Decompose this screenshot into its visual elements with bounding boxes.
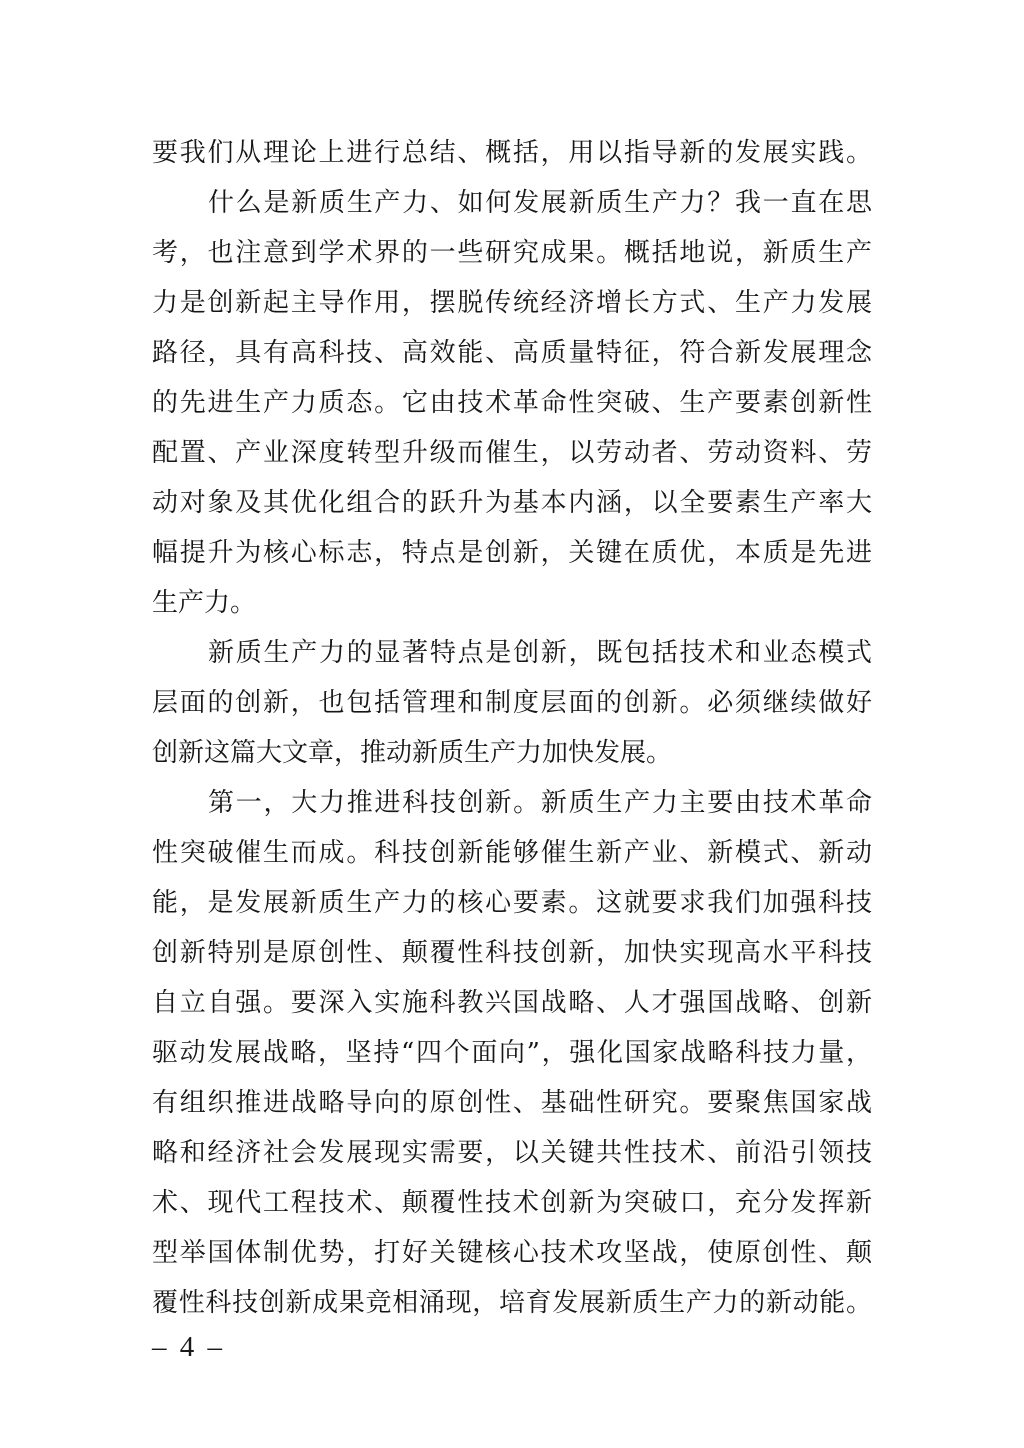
text-line: 层面的创新，也包括管理和制度层面的创新。必须继续做好 xyxy=(152,688,872,718)
text-line: 幅提升为核心标志，特点是创新，关键在质优，本质是先进 xyxy=(152,538,872,568)
text-line: 第一，大力推进科技创新。新质生产力主要由技术革命 xyxy=(208,788,872,818)
text-line: 术、现代工程技术、颠覆性技术创新为突破口，充分发挥新 xyxy=(152,1188,872,1218)
text-line: 性突破催生而成。科技创新能够催生新产业、新模式、新动 xyxy=(152,838,872,868)
text-line: 动对象及其优化组合的跃升为基本内涵，以全要素生产率大 xyxy=(152,488,872,518)
text-line: 能，是发展新质生产力的核心要素。这就要求我们加强科技 xyxy=(152,888,872,918)
text-line: 型举国体制优势，打好关键核心技术攻坚战，使原创性、颠 xyxy=(152,1238,872,1268)
page-number: – 4 – xyxy=(152,1331,225,1363)
text-line: 要我们从理论上进行总结、概括，用以指导新的发展实践。 xyxy=(152,138,872,168)
text-line: 什么是新质生产力、如何发展新质生产力？我一直在思 xyxy=(208,188,872,218)
text-line: 路径，具有高科技、高效能、高质量特征，符合新发展理念 xyxy=(152,338,872,368)
text-line: 新质生产力的显著特点是创新，既包括技术和业态模式 xyxy=(208,638,872,668)
text-line: 生产力。 xyxy=(152,588,257,618)
text-line: 创新特别是原创性、颠覆性科技创新，加快实现高水平科技 xyxy=(152,938,872,968)
text-line: 有组织推进战略导向的原创性、基础性研究。要聚焦国家战 xyxy=(152,1088,872,1118)
text-line: 配置、产业深度转型升级而催生，以劳动者、劳动资料、劳 xyxy=(152,438,872,468)
text-line: 考，也注意到学术界的一些研究成果。概括地说，新质生产 xyxy=(152,238,872,268)
text-line: 略和经济社会发展现实需要，以关键共性技术、前沿引领技 xyxy=(152,1138,872,1168)
text-line: 自立自强。要深入实施科教兴国战略、人才强国战略、创新 xyxy=(152,988,872,1018)
text-line: 力是创新起主导作用，摆脱传统经济增长方式、生产力发展 xyxy=(152,288,872,318)
text-line: 驱动发展战略，坚持“四个面向”，强化国家战略科技力量， xyxy=(152,1038,872,1068)
document-body xyxy=(152,128,872,1328)
text-line: 覆性科技创新成果竞相涌现，培育发展新质生产力的新动能。 xyxy=(152,1288,872,1318)
text-line: 创新这篇大文章，推动新质生产力加快发展。 xyxy=(152,738,673,768)
text-line: 的先进生产力质态。它由技术革命性突破、生产要素创新性 xyxy=(152,388,872,418)
